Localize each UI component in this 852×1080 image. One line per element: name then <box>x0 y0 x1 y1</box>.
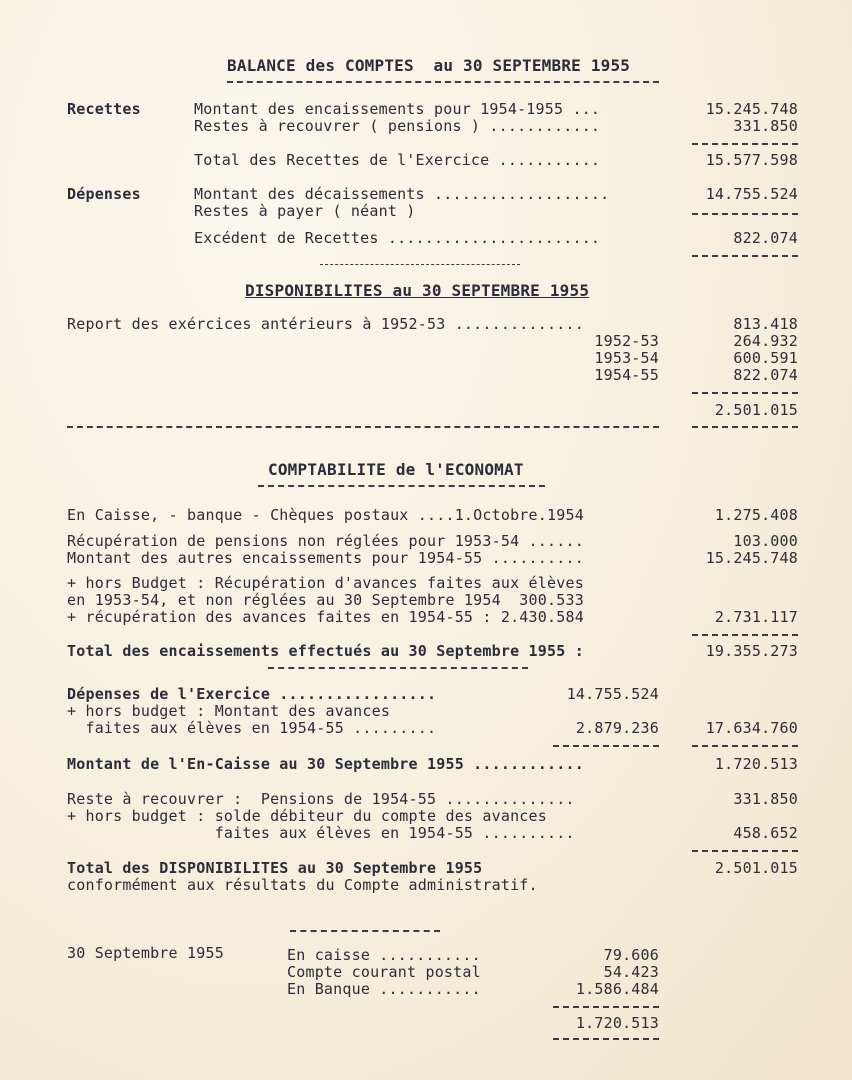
section-divider <box>290 930 440 932</box>
depenses-exercice-label: Dépenses de l'Exercice ................. <box>67 685 437 703</box>
year-1953-54-value: 600.591 <box>733 349 798 367</box>
depenses-hors-line-1: + hors budget : Montant des avances <box>67 702 391 720</box>
total-disponibilites-line-1: Total des DISPONIBILITES au 30 Septembre 1955 <box>67 859 483 877</box>
footer-item-banque: En Banque ........... <box>287 980 481 998</box>
year-1954-55-value: 822.074 <box>733 366 798 384</box>
total-recettes-label: Total des Recettes de l'Exercice ........... <box>194 151 601 169</box>
hors-budget-value: 2.731.117 <box>714 608 798 626</box>
montant-encaisse-value: 1.720.513 <box>714 755 798 773</box>
hors-budget-line-3: + récupération des avances faites en 1954-55 : 2.430.584 <box>67 608 584 626</box>
footer-value-banque: 1.586.484 <box>575 980 659 998</box>
sum-rule <box>692 255 798 257</box>
reste-value-2: 458.652 <box>733 824 798 842</box>
disponibilites-title: DISPONIBILITES au 30 SEPTEMBRE 1955 <box>245 281 590 300</box>
hors-budget-line-1: + hors Budget : Récupération d'avances faites aux élèves <box>67 574 584 592</box>
hors-budget-line-2: en 1953-54, et non réglées au 30 Septembre 1954 300.533 <box>67 591 584 609</box>
depenses-exercice-value: 14.755.524 <box>566 685 659 703</box>
balance-title: BALANCE des COMPTES au 30 SEPTEMBRE 1955 <box>227 56 631 75</box>
title-underline <box>227 81 659 83</box>
excedent-value: 822.074 <box>733 229 798 247</box>
footer-value-ccp: 54.423 <box>603 963 659 981</box>
sum-rule <box>692 426 798 428</box>
recuperation-label: Récupération de pensions non réglées pour 1953-54 ...... <box>67 532 584 550</box>
year-1952-53-value: 264.932 <box>733 332 798 350</box>
encaisse-value: 1.275.408 <box>714 506 798 524</box>
reste-line-2: + hors budget : solde débiteur du compte des avances <box>67 807 547 825</box>
recuperation-value: 103.000 <box>733 532 798 550</box>
section-divider <box>320 264 520 265</box>
depenses-hors-value: 2.879.236 <box>575 719 659 737</box>
sum-rule <box>553 1038 659 1040</box>
depenses-hors-line-2: faites aux élèves en 1954-55 ......... <box>67 719 437 737</box>
disponibilites-total: 2.501.015 <box>714 401 798 419</box>
sum-rule <box>692 392 798 394</box>
sum-rule <box>553 745 659 747</box>
depenses-line-1: Montant des décaissements ................... <box>194 185 610 203</box>
report-value: 813.418 <box>733 315 798 333</box>
sum-rule <box>692 213 798 215</box>
depenses-value-1: 14.755.524 <box>705 185 798 203</box>
sum-rule <box>692 745 798 747</box>
sum-rule <box>692 634 798 636</box>
footer-total: 1.720.513 <box>575 1014 659 1032</box>
year-1953-54: 1953-54 <box>594 349 659 367</box>
report-label: Report des exércices antérieurs à 1952-53 .............. <box>67 315 584 333</box>
year-1954-55: 1954-55 <box>594 366 659 384</box>
recettes-line-2: Restes à recouvrer ( pensions ) ............ <box>194 117 601 135</box>
sum-rule <box>692 143 798 145</box>
total-encaissements-label: Total des encaissements effectués au 30 Septembre 1955 : <box>67 642 584 660</box>
footer-date: 30 Septembre 1955 <box>67 944 224 962</box>
excedent-label: Excédent de Recettes ....................... <box>194 229 601 247</box>
autres-value: 15.245.748 <box>705 549 798 567</box>
reste-line-3: faites aux élèves en 1954-55 .......... <box>67 824 575 842</box>
footer-value-en-caisse: 79.606 <box>603 946 659 964</box>
sum-rule <box>692 850 798 852</box>
depenses-line-2: Restes à payer ( néant ) <box>194 202 416 220</box>
long-rule <box>67 426 659 428</box>
total-disponibilites-line-2: conformément aux résultats du Compte administratif. <box>67 876 538 894</box>
year-1952-53: 1952-53 <box>594 332 659 350</box>
section-divider <box>268 667 528 669</box>
montant-encaisse-label: Montant de l'En-Caisse au 30 Septembre 1955 ............ <box>67 755 584 773</box>
recettes-value-1: 15.245.748 <box>705 100 798 118</box>
total-disponibilites-value: 2.501.015 <box>714 859 798 877</box>
recettes-label: Recettes <box>67 100 141 118</box>
footer-item-en-caisse: En caisse ........... <box>287 946 481 964</box>
recettes-line-1: Montant des encaissements pour 1954-1955 ... <box>194 100 601 118</box>
title-underline <box>258 485 545 487</box>
encaisse-label: En Caisse, - banque - Chèques postaux ....1.Octobre.1954 <box>67 506 584 524</box>
footer-item-ccp: Compte courant postal <box>287 963 481 981</box>
depenses-total-value: 17.634.760 <box>705 719 798 737</box>
reste-line-1: Reste à recouvrer : Pensions de 1954-55 .............. <box>67 790 575 808</box>
autres-label: Montant des autres encaissements pour 1954-55 .......... <box>67 549 584 567</box>
total-encaissements-value: 19.355.273 <box>705 642 798 660</box>
comptabilite-title: COMPTABILITE de l'ECONOMAT <box>268 460 524 479</box>
reste-value-1: 331.850 <box>733 790 798 808</box>
depenses-label: Dépenses <box>67 185 141 203</box>
total-recettes-value: 15.577.598 <box>705 151 798 169</box>
sum-rule <box>553 1006 659 1008</box>
recettes-value-2: 331.850 <box>733 117 798 135</box>
